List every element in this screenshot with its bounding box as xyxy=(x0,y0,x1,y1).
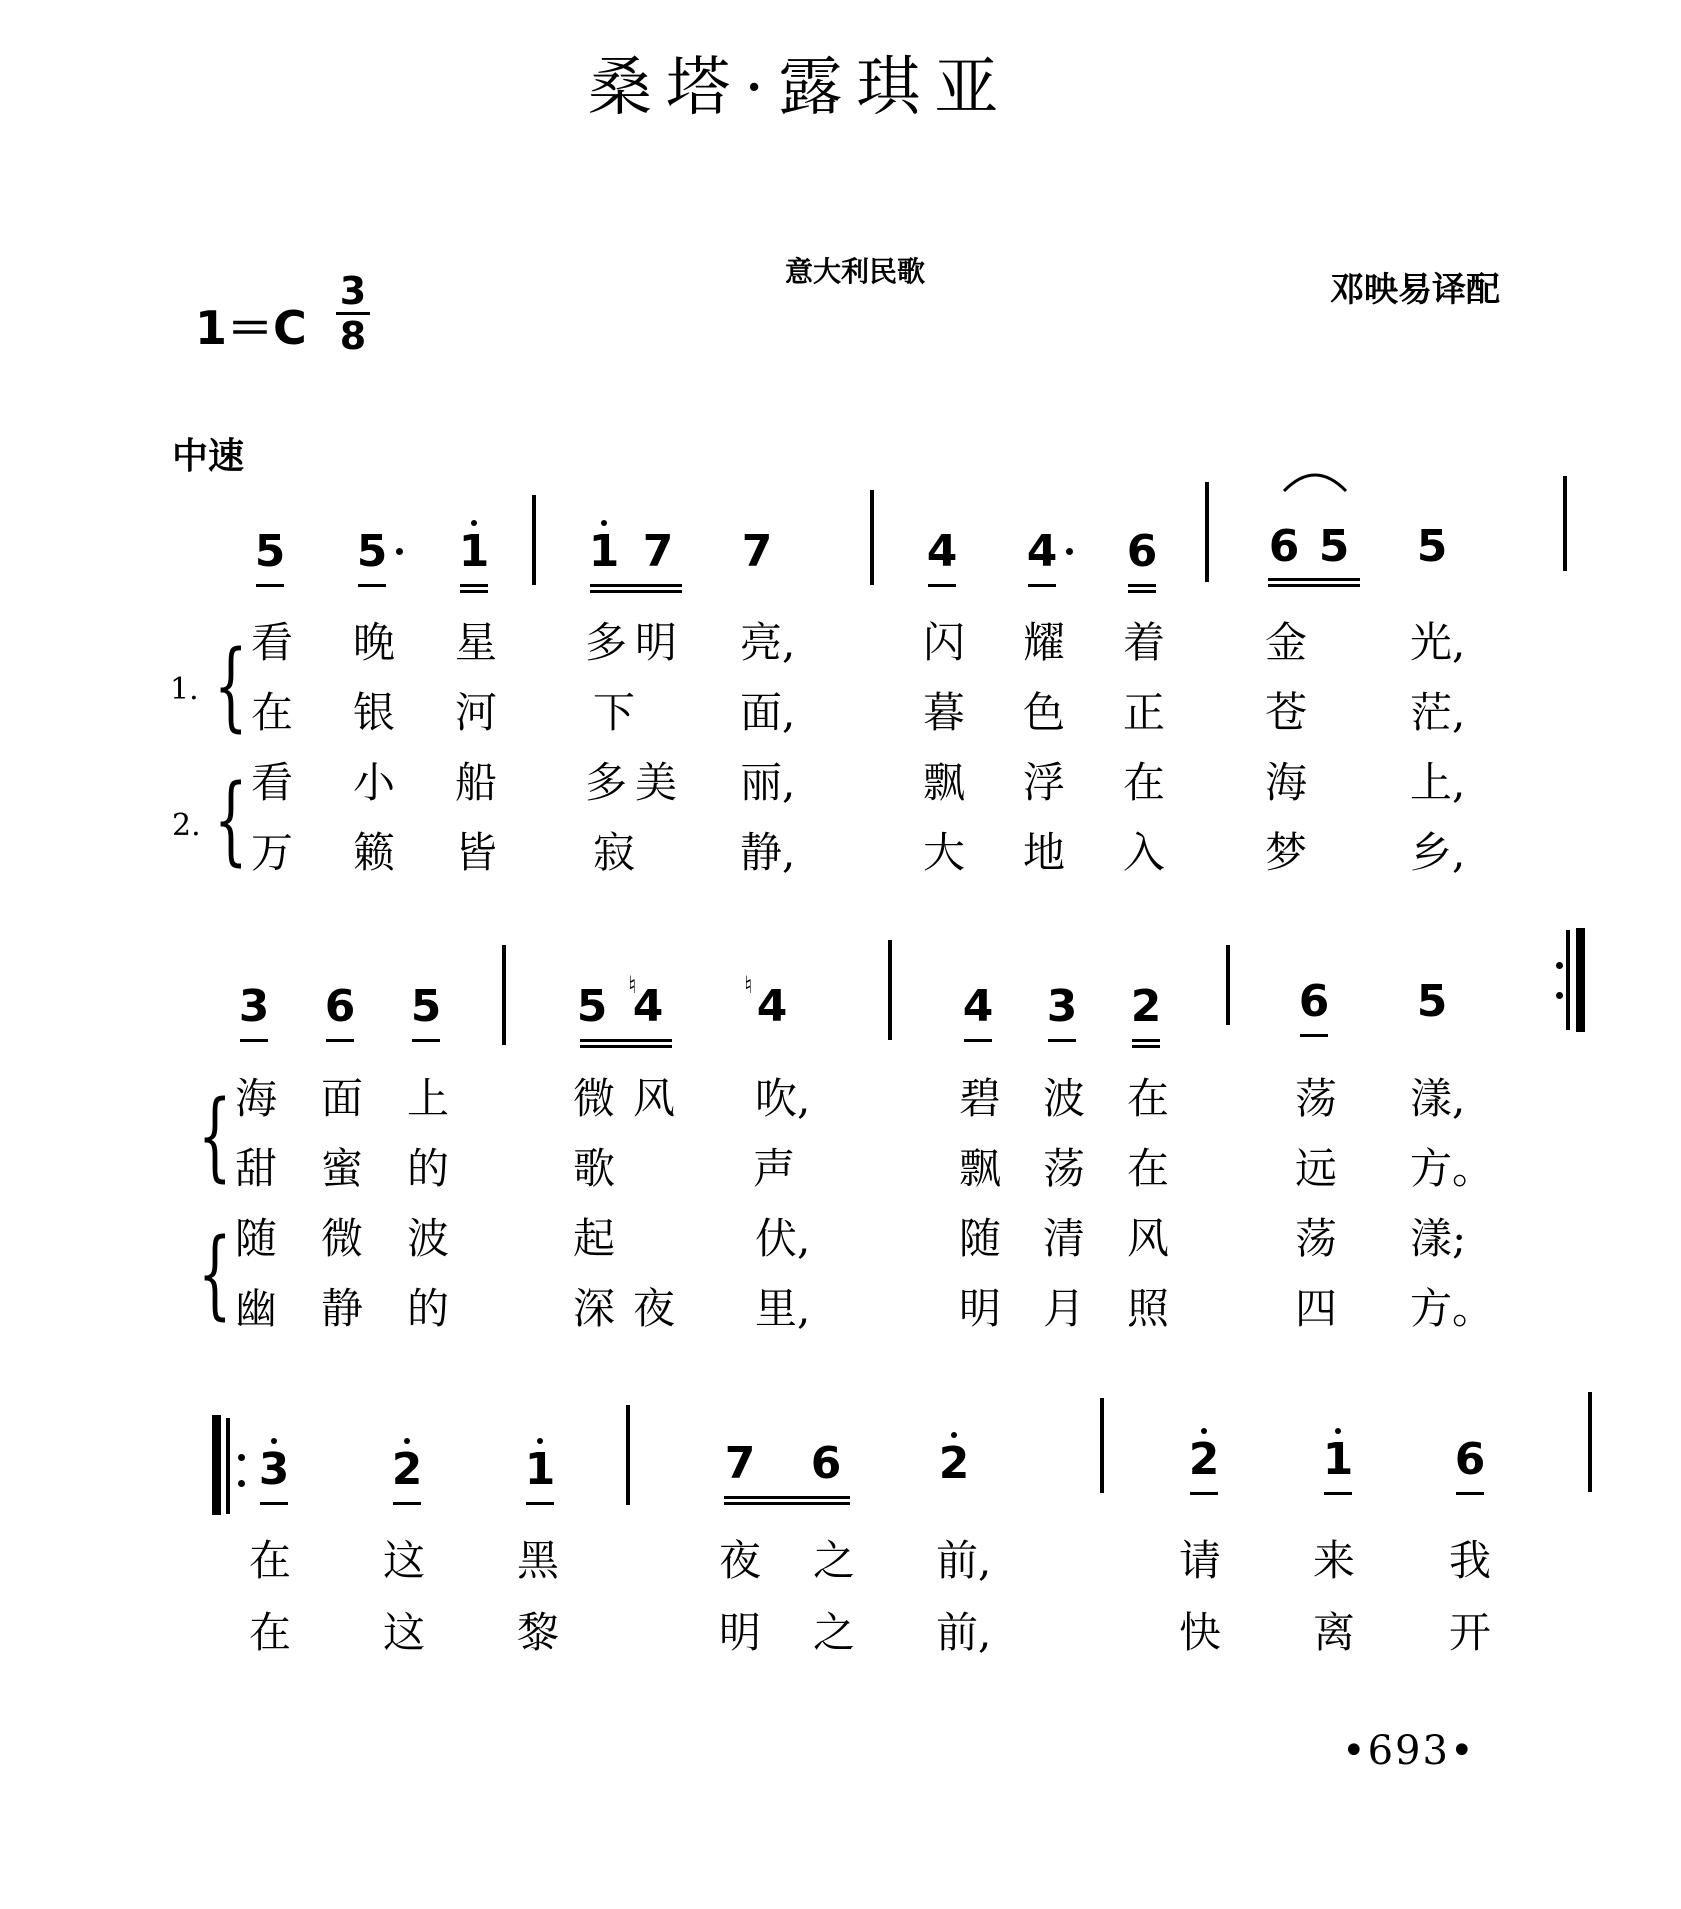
lyric: 开 xyxy=(1448,1608,1491,1657)
note xyxy=(1292,976,1336,1027)
note-digit: 7 xyxy=(741,526,773,577)
note xyxy=(932,1438,976,1489)
lyric: 蜜 xyxy=(320,1144,363,1193)
note-digit: 6 xyxy=(810,1438,842,1489)
note xyxy=(518,1444,562,1495)
lyric: 寂 xyxy=(592,828,635,877)
lyric: 下 xyxy=(592,688,635,737)
lyric: 暮 xyxy=(922,688,965,737)
note xyxy=(636,526,680,577)
note xyxy=(1410,976,1454,1027)
lyric: 之 xyxy=(812,1608,855,1657)
note-digit: 4 xyxy=(756,981,788,1032)
lyric: 远 xyxy=(1294,1144,1337,1193)
barline xyxy=(226,1418,230,1514)
lyric: 乡, xyxy=(1410,828,1466,877)
note-digit: 4 xyxy=(1026,526,1058,577)
lyric: 金 xyxy=(1264,618,1307,667)
note xyxy=(1124,981,1168,1032)
lyric: 静, xyxy=(740,828,796,877)
lyric: 光, xyxy=(1410,618,1466,667)
note xyxy=(718,1438,762,1489)
note xyxy=(1120,526,1164,577)
note xyxy=(385,1444,429,1495)
lyric: 波 xyxy=(406,1214,449,1263)
lyric: 耀 xyxy=(1022,618,1065,667)
lyric: 微 xyxy=(320,1214,363,1263)
brace: { xyxy=(214,764,248,876)
repeat-barline xyxy=(1576,928,1585,1032)
beam xyxy=(724,1496,850,1499)
lyric: 色 xyxy=(1022,688,1065,737)
lyric: 上, xyxy=(1410,758,1466,807)
page-number: •693• xyxy=(1342,1728,1476,1774)
lyric: 夜 xyxy=(632,1284,675,1333)
note-digit: 5 xyxy=(356,526,388,577)
beam xyxy=(590,584,682,587)
lyric: 碧 xyxy=(958,1074,1001,1123)
repeat-dot xyxy=(238,1480,245,1487)
lyric: 着 xyxy=(1122,618,1165,667)
brace: { xyxy=(198,1080,232,1192)
lyric: 漾; xyxy=(1410,1214,1467,1263)
lyric: 请 xyxy=(1178,1536,1221,1585)
note-digit: 6 xyxy=(324,981,356,1032)
note-digit: 6 xyxy=(1298,976,1330,1027)
lyric: 快 xyxy=(1178,1608,1221,1657)
barline xyxy=(888,940,892,1040)
lyric: 荡 xyxy=(1294,1214,1337,1263)
lyric: 在 xyxy=(250,688,293,737)
lyric: 海 xyxy=(234,1074,277,1123)
note-digit: 5 xyxy=(410,981,442,1032)
barline xyxy=(532,495,536,585)
lyric: 明 xyxy=(958,1284,1001,1333)
lyric: 风 xyxy=(1126,1214,1169,1263)
beam xyxy=(1268,584,1360,587)
lyric: 波 xyxy=(1042,1074,1085,1123)
lyric: 的 xyxy=(406,1284,449,1333)
note xyxy=(735,526,779,577)
song-origin: 意大利民歌 xyxy=(785,255,926,288)
lyric: 飘 xyxy=(922,758,965,807)
barline xyxy=(502,945,506,1045)
verse-label-1: 1. xyxy=(170,672,199,707)
note-digit: 2 xyxy=(391,1444,423,1495)
translator-credit: 邓映易译配 xyxy=(1330,270,1500,310)
note xyxy=(1262,521,1306,572)
lyric: 这 xyxy=(382,1608,425,1657)
note xyxy=(1316,1434,1360,1485)
brace: { xyxy=(198,1218,232,1330)
note xyxy=(570,981,614,1032)
lyric: 看 xyxy=(250,758,293,807)
lyric: 清 xyxy=(1042,1214,1085,1263)
lyric: 面, xyxy=(740,688,796,737)
note: 5 xyxy=(248,530,292,574)
lyric: 在 xyxy=(248,1536,291,1585)
note xyxy=(1312,521,1356,572)
lyric: 夜 xyxy=(718,1536,761,1585)
lyric: 地 xyxy=(1022,828,1065,877)
lyric: 明 xyxy=(718,1608,761,1657)
lyric: 丽, xyxy=(740,758,796,807)
repeat-dot xyxy=(1556,962,1563,969)
lyric: 河 xyxy=(454,688,497,737)
time-denominator: 8 xyxy=(339,314,367,358)
lyric: 伏, xyxy=(755,1214,811,1263)
tempo-marking: 中速 xyxy=(172,435,245,477)
lyric: 明 xyxy=(634,618,677,667)
note xyxy=(804,1438,848,1489)
lyric: 歌 xyxy=(572,1144,615,1193)
barline xyxy=(1588,1392,1592,1492)
note-digit: 6 xyxy=(1268,521,1300,572)
note-digit: 4 xyxy=(926,526,958,577)
lyric: 甜 xyxy=(234,1144,277,1193)
note-digit: 6 xyxy=(1454,1434,1486,1485)
key-signature: 1＝C xyxy=(195,301,307,355)
note xyxy=(1020,526,1064,577)
note-digit: 7 xyxy=(724,1438,756,1489)
note xyxy=(1040,981,1084,1032)
lyric: 在 xyxy=(1122,758,1165,807)
lyric: 四 xyxy=(1294,1284,1337,1333)
note-digit: 5 xyxy=(1416,521,1448,572)
note xyxy=(232,981,276,1032)
lyric: 声 xyxy=(752,1144,795,1193)
lyric: 正 xyxy=(1122,688,1165,737)
note xyxy=(920,526,964,577)
lyric: 离 xyxy=(1312,1608,1355,1657)
note-digit: 1 xyxy=(1322,1434,1354,1485)
beam xyxy=(580,1039,672,1042)
lyric: 深 xyxy=(572,1284,615,1333)
note-digit: 7 xyxy=(642,526,674,577)
lyric: 荡 xyxy=(1294,1074,1337,1123)
barline xyxy=(1566,930,1570,1030)
note-digit: 2 xyxy=(1130,981,1162,1032)
note-digit: 2 xyxy=(938,1438,970,1489)
lyric: 闪 xyxy=(922,618,965,667)
note xyxy=(956,981,1000,1032)
barline xyxy=(626,1405,630,1505)
lyric: 多 xyxy=(584,758,627,807)
lyric: 万 xyxy=(250,828,293,877)
note: ♮ 4 xyxy=(744,971,788,1032)
note-digit: 1 xyxy=(588,526,620,577)
lyric: 小 xyxy=(352,758,395,807)
note xyxy=(452,526,496,577)
lyric: 星 xyxy=(454,618,497,667)
time-numerator: 3 xyxy=(339,269,367,313)
note-digit: 4 xyxy=(962,981,994,1032)
lyric: 海 xyxy=(1264,758,1307,807)
beam xyxy=(1268,578,1360,581)
note-digit: 4 xyxy=(632,981,664,1032)
lyric: 月 xyxy=(1042,1284,1085,1333)
lyric: 前, xyxy=(936,1536,992,1585)
repeat-dot xyxy=(1556,992,1563,999)
lyric: 照 xyxy=(1126,1284,1169,1333)
lyric: 方。 xyxy=(1410,1284,1495,1333)
barline xyxy=(1226,945,1230,1025)
barline xyxy=(1205,482,1209,582)
lyric: 这 xyxy=(382,1536,425,1585)
note xyxy=(350,526,394,577)
lyric: 上 xyxy=(406,1074,449,1123)
note xyxy=(404,981,448,1032)
note xyxy=(582,526,626,577)
lyric: 随 xyxy=(234,1214,277,1263)
beam xyxy=(580,1045,672,1048)
lyric: 在 xyxy=(248,1608,291,1657)
note-digit: 1 xyxy=(524,1444,556,1495)
lyric: 风 xyxy=(632,1074,675,1123)
lyric: 之 xyxy=(812,1536,855,1585)
lyric: 面 xyxy=(320,1074,363,1123)
lyric: 来 xyxy=(1312,1536,1355,1585)
lyric: 飘 xyxy=(958,1144,1001,1193)
lyric: 在 xyxy=(1126,1144,1169,1193)
note xyxy=(252,1444,296,1495)
lyric: 方。 xyxy=(1410,1144,1495,1193)
lyric: 茫, xyxy=(1410,688,1466,737)
lyric: 亮, xyxy=(740,618,796,667)
note xyxy=(1182,1434,1226,1485)
lyric: 黎 xyxy=(516,1608,559,1657)
time-signature xyxy=(336,269,370,358)
lyric: 大 xyxy=(922,828,965,877)
lyric: 银 xyxy=(352,688,395,737)
lyric: 漾, xyxy=(1410,1074,1466,1123)
lyric: 晚 xyxy=(352,618,395,667)
beam xyxy=(590,590,682,593)
lyric: 苍 xyxy=(1264,688,1307,737)
barline xyxy=(870,490,874,585)
note xyxy=(1448,1434,1492,1485)
lyric: 黑 xyxy=(516,1536,559,1585)
note-digit: 1 xyxy=(458,526,490,577)
note xyxy=(1410,521,1454,572)
lyric: 看 xyxy=(250,618,293,667)
lyric: 的 xyxy=(406,1144,449,1193)
beam xyxy=(724,1502,850,1505)
note-digit: 2 xyxy=(1188,1434,1220,1485)
note-digit: 3 xyxy=(258,1444,290,1495)
lyric: 我 xyxy=(1448,1536,1491,1585)
note-digit: 5 xyxy=(1416,976,1448,1027)
lyric: 美 xyxy=(634,758,677,807)
lyric: 皆 xyxy=(454,828,497,877)
barline xyxy=(1100,1398,1104,1493)
lyric: 籁 xyxy=(352,828,395,877)
slur xyxy=(1280,465,1350,493)
note xyxy=(318,981,362,1032)
lyric: 里, xyxy=(755,1284,811,1333)
lyric: 随 xyxy=(958,1214,1001,1263)
note-digit: 5 xyxy=(1318,521,1350,572)
verse-label-2: 2. xyxy=(172,808,201,843)
repeat-start-barline xyxy=(212,1415,221,1515)
lyric: 多 xyxy=(584,618,627,667)
lyric: 幽 xyxy=(234,1284,277,1333)
lyric: 浮 xyxy=(1022,758,1065,807)
lyric: 船 xyxy=(454,758,497,807)
lyric: 梦 xyxy=(1264,828,1307,877)
lyric: 在 xyxy=(1126,1074,1169,1123)
song-title: 桑塔·露琪亚 xyxy=(588,51,1013,125)
lyric: 吹, xyxy=(755,1074,811,1123)
lyric: 前, xyxy=(936,1608,992,1657)
note-digit: 5 xyxy=(576,981,608,1032)
lyric: 静 xyxy=(320,1284,363,1333)
lyric: 起 xyxy=(572,1214,615,1263)
lyric: 荡 xyxy=(1042,1144,1085,1193)
lyric: 微 xyxy=(572,1074,615,1123)
note-digit: 6 xyxy=(1126,526,1158,577)
brace: { xyxy=(214,630,248,742)
note-digit: 3 xyxy=(238,981,270,1032)
note-digit: 3 xyxy=(1046,981,1078,1032)
repeat-dot xyxy=(238,1454,245,1461)
barline xyxy=(1563,476,1567,571)
lyric: 入 xyxy=(1122,828,1165,877)
note: ♮ 4 xyxy=(628,971,664,1032)
